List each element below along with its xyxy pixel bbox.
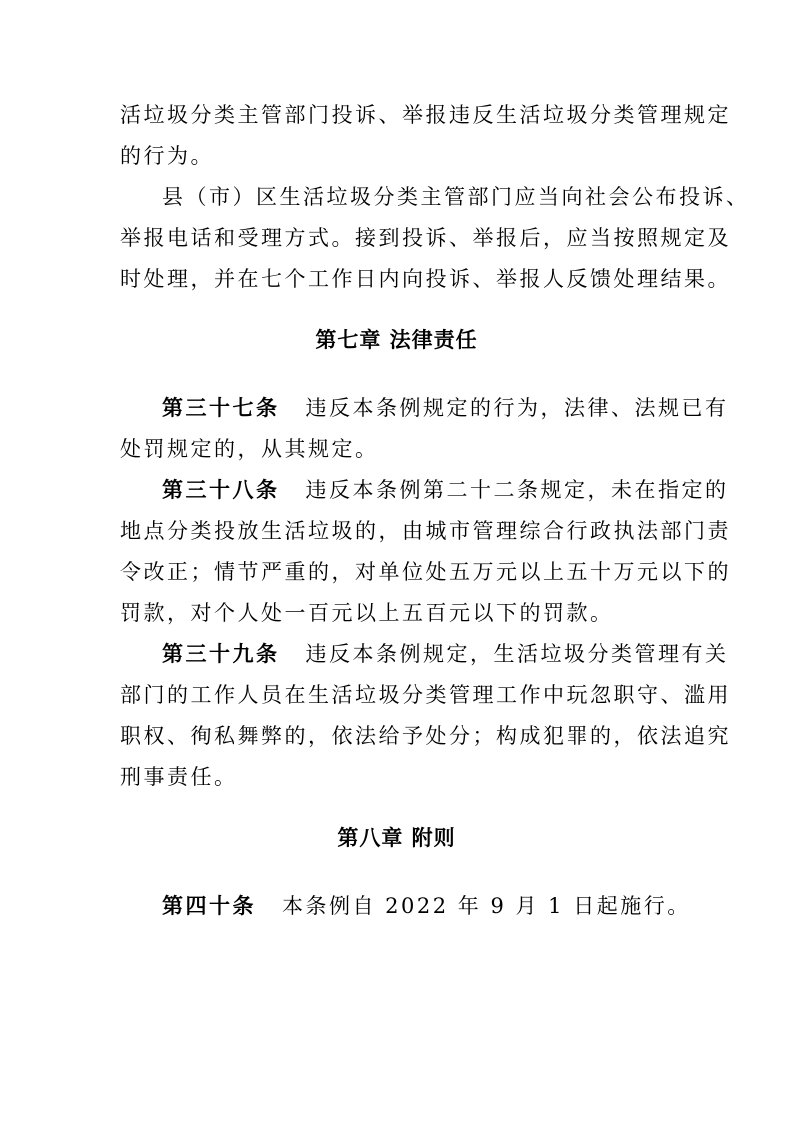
paragraph-line: 地点分类投放生活垃圾的，由城市管理综合行政执法部门责 (120, 519, 731, 543)
paragraph-line: 的行为。 (120, 144, 214, 168)
article-first-line (162, 475, 729, 505)
article-first-line (162, 393, 729, 423)
paragraph-line: 县（市）区生活垃圾分类主管部门应当向社会公布投诉、 (162, 185, 750, 209)
article-first-line (162, 639, 729, 669)
article-label: 第三十九条 (162, 642, 280, 666)
article-first-line (162, 891, 691, 921)
paragraph-line: 罚款，对个人处一百元以上五百元以下的罚款。 (120, 601, 614, 625)
paragraph-line: 职权、徇私舞弊的，依法给予处分；构成犯罪的，依法追究 (120, 724, 731, 748)
chapter-heading: 第八章 附则 (337, 826, 456, 850)
paragraph-line: 举报电话和受理方式。接到投诉、举报后，应当按照规定及 (120, 226, 731, 250)
article-text: 违反本条例规定，生活垃圾分类管理有关 (305, 642, 729, 666)
paragraph-line: 部门的工作人员在生活垃圾分类管理工作中玩忽职守、滥用 (120, 683, 731, 707)
paragraph-line: 处罚规定的，从其规定。 (120, 437, 379, 461)
article-text: 违反本条例第二十二条规定，未在指定的 (305, 478, 729, 502)
paragraph-line: 活垃圾分类主管部门投诉、举报违反生活垃圾分类管理规定 (120, 103, 731, 127)
article-text: 违反本条例规定的行为，法律、法规已有 (305, 396, 729, 420)
paragraph-line: 刑事责任。 (120, 765, 238, 789)
article-label: 第三十八条 (162, 478, 280, 502)
article-label: 第四十条 (162, 894, 256, 918)
article-label: 第三十七条 (162, 396, 280, 420)
paragraph-line: 时处理，并在七个工作日内向投诉、举报人反馈处理结果。 (120, 267, 731, 291)
paragraph-line: 令改正；情节严重的，对单位处五万元以上五十万元以下的 (120, 560, 731, 584)
article-text: 本条例自 2022 年 9 月 1 日起施行。 (282, 894, 691, 918)
chapter-heading: 第七章 法律责任 (315, 328, 478, 352)
